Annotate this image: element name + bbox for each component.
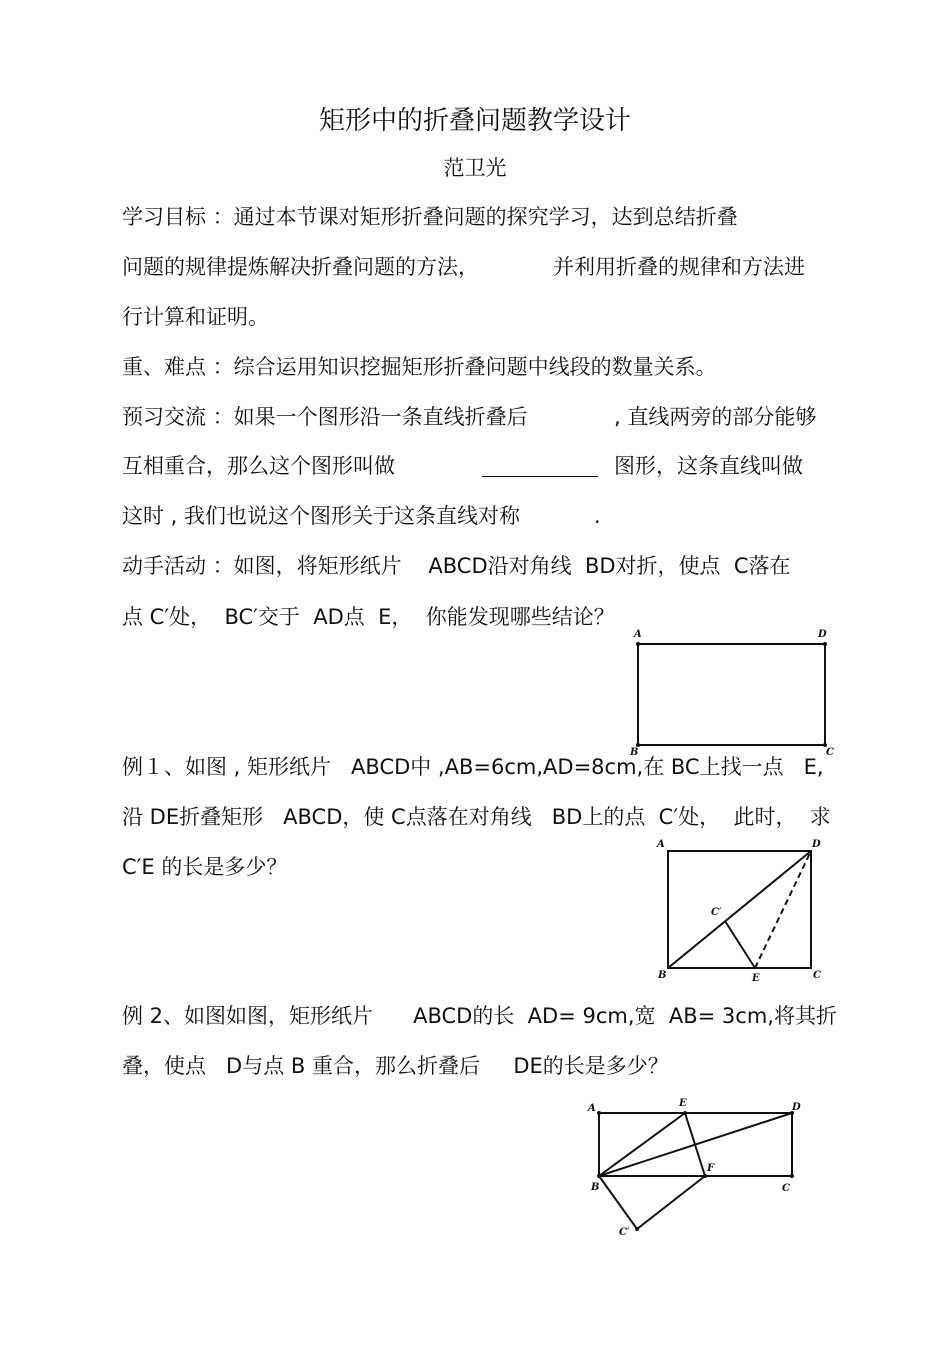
fig3-label-c: C	[782, 1183, 790, 1194]
objectives-line-2b: 并利用折叠的规律和方法进	[553, 255, 805, 279]
activity-line-2: 点 C′处， BC′交于 AD点 E， 你能发现哪些结论？	[122, 605, 615, 629]
fig2-label-c: C	[813, 970, 821, 981]
activity-line-1: 动手活动 ：如图，将矩形纸片 ABCD沿对角线 BD对折，使点 C落在	[122, 554, 791, 578]
preview-line-3a: 这时 , 我们也说这个图形关于这条直线对称	[122, 504, 521, 528]
preview-line-1a: 预习交流 ：如果一个图形沿一条直线折叠后	[122, 405, 528, 429]
fig1-label-c: C	[826, 747, 834, 758]
preview-line-2b: 图形，这条直线叫做	[614, 454, 803, 478]
objectives-line-3: 行计算和证明。	[122, 305, 269, 329]
objectives-line-1: 学习目标 ：通过本节课对矩形折叠问题的探究学习，达到总结折叠	[122, 205, 738, 229]
fig2-label-e: E	[752, 973, 760, 984]
fill-in-blank	[482, 452, 598, 480]
fig3-label-d: D	[792, 1102, 801, 1113]
page-title: 矩形中的折叠问题教学设计	[318, 106, 631, 136]
example2-line-1: 例 2、如图如图，矩形纸片 ABCD的长 AD= 9cm,宽 AB= 3cm,将其折	[122, 1004, 837, 1028]
fig3-label-b: B	[591, 1182, 600, 1193]
fig2-label-a: A	[657, 839, 665, 850]
fig1-label-a: A	[634, 629, 642, 640]
figure-3-diagram	[585, 1097, 825, 1242]
fig2-label-b: B	[658, 970, 667, 981]
figure-2-diagram	[655, 838, 835, 983]
author: 范卫光	[443, 156, 507, 180]
fig3-label-c-prime: C′	[619, 1227, 630, 1238]
fig2-label-d: D	[812, 839, 821, 850]
fig2-label-c-prime: C′	[711, 907, 722, 918]
objectives-line-2a: 问题的规律提炼解决折叠问题的方法，	[122, 255, 479, 279]
example1-line-1: 例１、如图 , 矩形纸片 ABCD中 ,AB=6cm,AD=8cm,在 BC上找一点 E,	[122, 755, 824, 779]
key-points: 重、难点 ：综合运用知识挖掘矩形折叠问题中线段的数量关系。	[122, 355, 717, 379]
example1-line-2: 沿 DE折叠矩形 ABCD，使 C点落在对角线 BD上的点 C′处， 此时， 求	[122, 805, 831, 829]
fig3-label-f: F	[707, 1163, 715, 1174]
example1-line-3: C′E 的长是多少？	[122, 855, 288, 879]
figure-1-rectangle	[630, 626, 850, 756]
fig3-label-e: E	[679, 1098, 687, 1109]
example2-line-2: 叠，使点 D与点 B 重合，那么折叠后 DE的长是多少？	[122, 1054, 669, 1078]
fig3-label-a: A	[588, 1103, 596, 1114]
preview-line-2a: 互相重合，那么这个图形叫做	[122, 454, 395, 478]
preview-line-3b: .	[594, 504, 601, 528]
preview-line-1b: , 直线两旁的部分能够	[614, 405, 817, 429]
fig1-label-d: D	[818, 629, 827, 640]
fig1-label-b: B	[630, 747, 639, 758]
